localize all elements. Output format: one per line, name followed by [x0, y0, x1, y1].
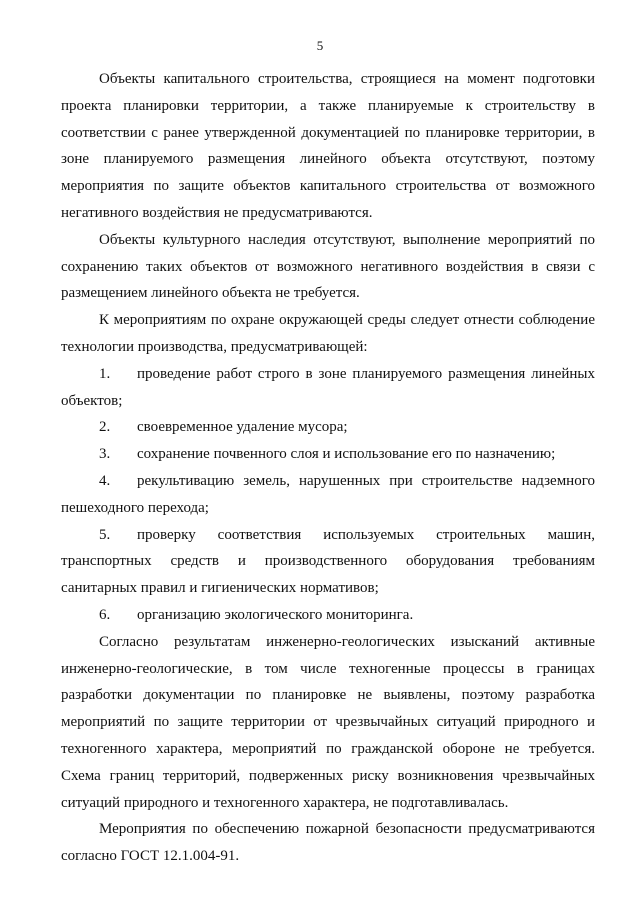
list-item [61, 441, 595, 468]
list-item-text: проверку соответствия используемых строительных машин, транспортных средств и производственного оборудования требованиям санитарных правил и гигиенических нормативов; [61, 526, 595, 597]
list-item-text: организацию экологического мониторинга. [137, 606, 414, 623]
list-item-text: сохранение почвенного слоя и использование его по назначению; [137, 446, 556, 463]
list-item-text: рекультивацию земель, нарушенных при строительстве надземного пешеходного перехода; [61, 472, 595, 516]
list-item-text: проведение работ строго в зоне планируемого размещения линейных объектов; [61, 365, 595, 409]
list-item-number: 5. [99, 526, 111, 543]
list-item-number: 1. [99, 365, 111, 382]
list-item-number: 2. [99, 419, 111, 436]
list-item [61, 602, 595, 629]
list-item-number: 6. [99, 606, 111, 623]
paragraph-cultural-heritage: Объекты культурного наследия отсутствуют, выполнение мероприятий по сохранению таких объектов от возможного негативного воздействия в связи с размещением линейного объекта не требуется. [61, 231, 595, 302]
list-item [61, 414, 595, 441]
paragraph-environment-measures: К мероприятиям по охране окружающей среды следует отнести соблюдение технологии производства, предусматривающей: [61, 312, 595, 355]
paragraph-fire-safety: Мероприятия по обеспечению пожарной безопасности предусматриваются согласно ГОСТ 12.1.004-91. [61, 821, 595, 865]
paragraph-geology-emergency: Согласно результатам инженерно-геологических изысканий активные инженерно-геологические, в том числе техногенные процессы в границах разработки документации по планировке не выявлены, поэтому разработка мероприятий по защите территории от чрезвычайных ситуаций природного и техногенного характера, мероприятий по гражданской обороне не требуется. Схема границ территорий, подверженных риску возникновения чрезвычайных ситуаций природного и техногенного характера, не подготавливалась. [61, 633, 595, 811]
paragraph-capital-construction: Объекты капитального строительства, строящиеся на момент подготовки проекта планировки территории, а также планируемые к строительству в соответствии с ранее утвержденной документацией по планировке территории, в зоне планируемого размещения линейного объекта отсутствуют, поэтому мероприятия по защите объектов капитального строительства от возможного негативного воздействия не предусматриваются. [61, 71, 595, 221]
page-number: 5 [316, 38, 324, 53]
list-item-number: 3. [99, 446, 111, 463]
list-item [61, 468, 595, 522]
list-item-text: своевременное удаление мусора; [137, 419, 348, 436]
document-body [61, 66, 595, 870]
list-item [61, 361, 595, 415]
list-item-number: 4. [99, 472, 111, 489]
list-item [61, 522, 595, 602]
